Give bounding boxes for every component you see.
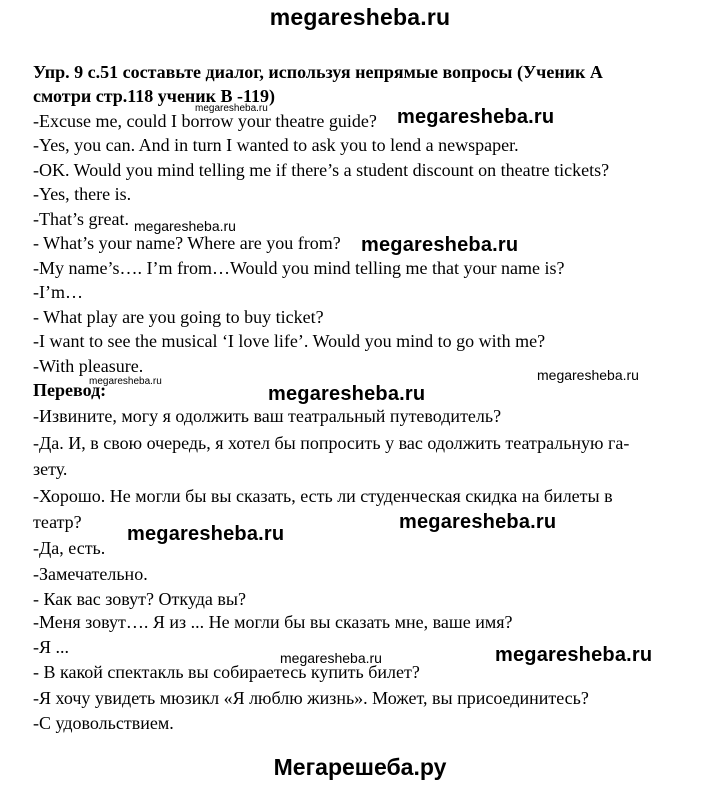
translation-line: -Извините, могу я одолжить ваш театральный путеводитель?: [33, 406, 502, 426]
watermark-text: megaresheba.ru: [127, 523, 285, 545]
translation-line: -С удовольствием.: [33, 713, 174, 733]
translation-heading: Перевод:: [33, 380, 107, 400]
watermark-text: megaresheba.ru: [495, 644, 653, 666]
dialogue-line: -With pleasure.: [33, 356, 144, 376]
translation-line: -Я хочу увидеть мюзикл «Я люблю жизнь». Может, вы присоединитесь?: [33, 688, 589, 708]
watermark-text: megaresheba.ru: [89, 376, 162, 387]
dialogue-line: -I’m…: [33, 282, 83, 302]
watermark-text: megaresheba.ru: [537, 367, 639, 383]
translation-line: -Меня зовут…. Я из ... Не могли бы вы сказать мне, ваше имя?: [33, 612, 513, 632]
watermark-text: megaresheba.ru: [361, 234, 519, 256]
translation-line: -Я ...: [33, 637, 69, 657]
translation-line: -Хорошо. Не могли бы вы сказать, есть ли студенческая скидка на билеты в: [33, 486, 613, 506]
dialogue-line: -My name’s…. I’m from…Would you mind telling me that your name is?: [33, 258, 565, 278]
translation-line: - Как вас зовут? Откуда вы?: [33, 589, 246, 609]
watermark-text: megaresheba.ru: [134, 218, 236, 234]
dialogue-line: -I want to see the musical ‘I love life’. Would you mind to go with me?: [33, 331, 546, 351]
site-footer: Мегарешеба.ру: [273, 754, 447, 780]
translation-line: -Да. И, в свою очередь, я хотел бы попросить у вас одолжить театральную га-: [33, 433, 630, 453]
dialogue-line: -OK. Would you mind telling me if there’s a student discount on theatre tickets?: [33, 160, 610, 180]
translation-line: - В какой спектакль вы собираетесь купить билет?: [33, 662, 420, 682]
watermark-text: megaresheba.ru: [399, 511, 557, 533]
dialogue-line: -That’s great.: [33, 209, 129, 229]
translation-line: театр?: [33, 512, 82, 532]
dialogue-line: -Yes, you can. And in turn I wanted to ask you to lend a newspaper.: [33, 135, 519, 155]
dialogue-line: -Yes, there is.: [33, 184, 132, 204]
exercise-heading-line-1: Упр. 9 с.51 составьте диалог, используя непрямые вопросы (Ученик А: [33, 62, 603, 82]
site-header: megaresheba.ru: [269, 4, 451, 30]
watermark-text: megaresheba.ru: [397, 106, 555, 128]
translation-line: -Да, есть.: [33, 538, 106, 558]
dialogue-line: - What play are you going to buy ticket?: [33, 307, 324, 327]
translation-line: зету.: [33, 459, 68, 479]
exercise-heading-line-2: смотри стр.118 ученик В -119): [33, 86, 276, 106]
translation-line: -Замечательно.: [33, 564, 148, 584]
dialogue-line: - What’s your name? Where are you from?: [33, 233, 341, 253]
watermark-text: megaresheba.ru: [268, 383, 426, 405]
watermark-text: megaresheba.ru: [195, 103, 268, 114]
dialogue-line: -Excuse me, could I borrow your theatre guide?: [33, 111, 377, 131]
watermark-text: megaresheba.ru: [280, 650, 382, 666]
